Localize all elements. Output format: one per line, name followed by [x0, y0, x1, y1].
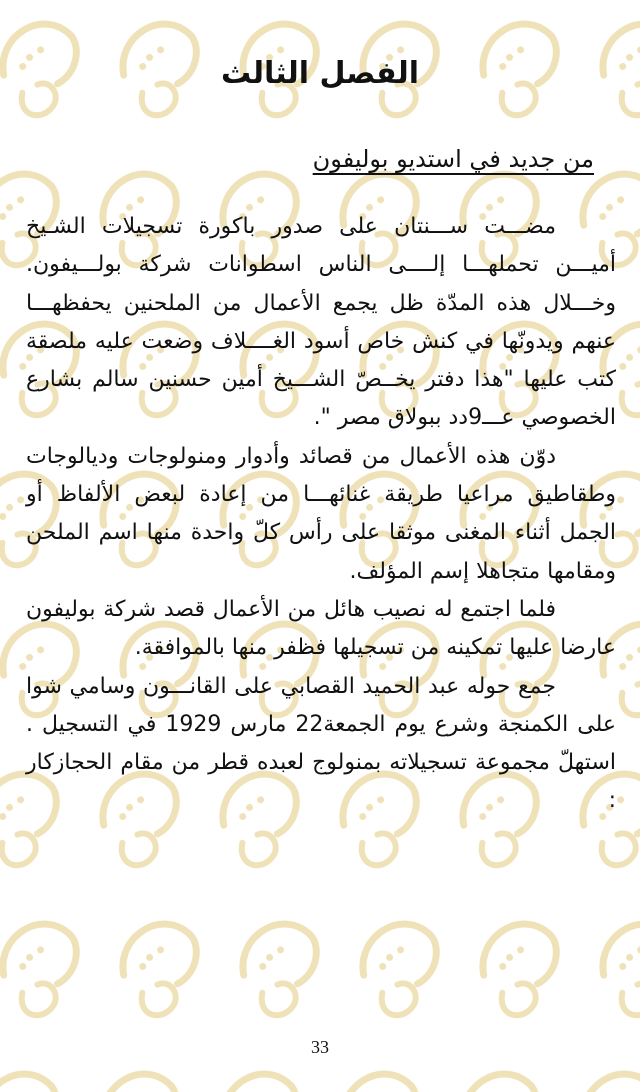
paragraph-4: جمع حوله عبد الحميد القصابي على القانـــون وسامي شوا على الكمنجة وشرع يوم الجمعة22 مارس 1929 في التسجيل . استهلّ مجموعة تسجيلاته بمنولوج لعبده قطر من مقام الحجازكار : — [26, 673, 616, 814]
paragraph-2: دوّن هذه الأعمال من قصائد وأدوار ومنولوجات وديالوجات وطقاطيق مراعيا طريقة غنائهـــا من إعادة لبعض الألفاظ أو الجمل أثناء المغنى موثقا على رأس كلّ واحدة منها اسم الملحن ومقامها متجاهلا إسم المؤلف. — [26, 443, 616, 584]
paragraph-3: فلما اجتمع له نصيب هائل من الأعمال قصد شركة بوليفون عارضا عليها تمكينه من تسجيلها فظفر منها بالموافقة. — [26, 596, 616, 661]
section-heading: من جديد في استديو بوليفون — [312, 145, 594, 173]
page-number: 33 — [311, 1037, 329, 1057]
chapter-title: الفصل الثالث — [220, 56, 419, 91]
paragraph-1: مضـــت ســـنتان على صدور باكورة تسجيلات الشـيخ أميـــن تحملهـــا إلــــى الناس اسطوانات شركة بولـــيفون. وخـــلال هذه المدّة ظل يجمع الأعمال من الملحنين يحفظهـــا عنهم ويدونّها في كنش خاص أسود الغــــلاف وضعت عليه ملصقة كتب عليها "هذا دفتر يخــصّ الشـــيخ أمين حسنين سالم بشارع الخصوصي عـــ9دد ببولاق مصر ". — [26, 214, 616, 431]
body-text — [26, 208, 616, 821]
